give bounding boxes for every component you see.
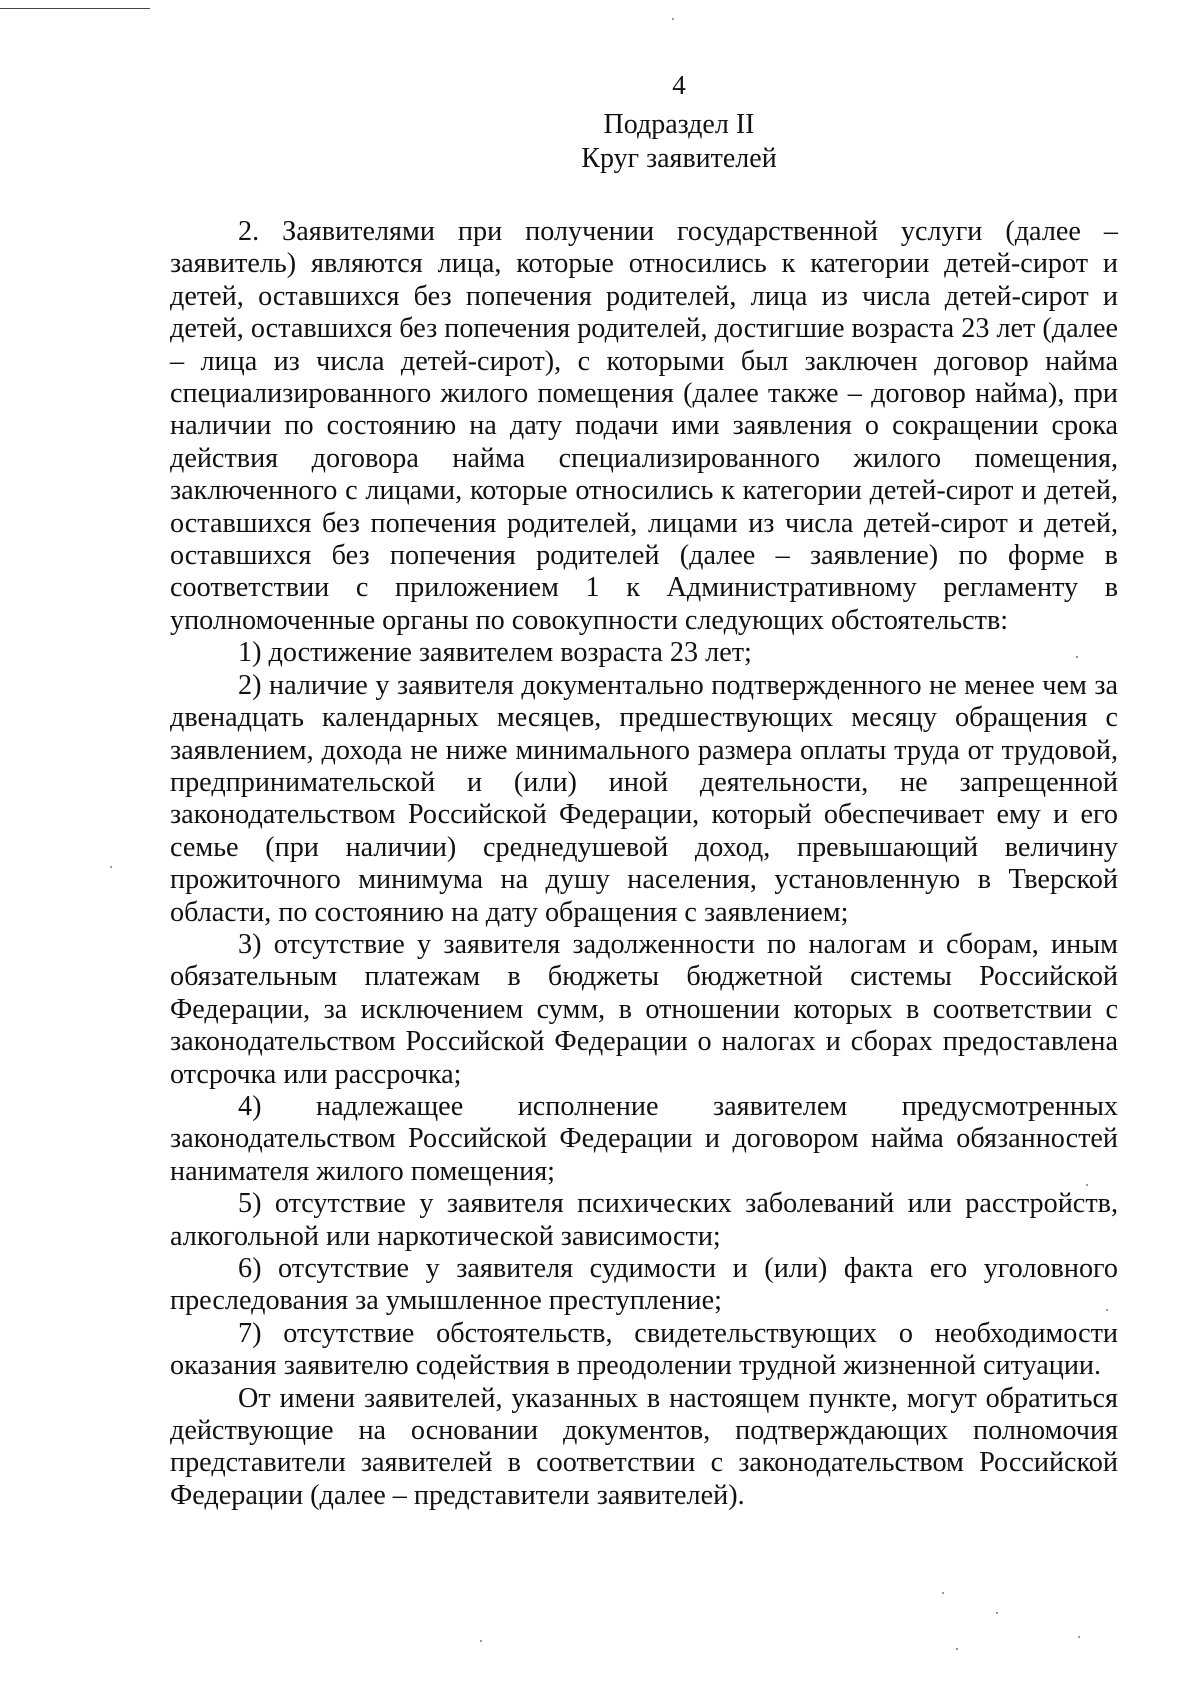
paragraph-applicants: 2. Заявителями при получении государственной услуги (далее – заявитель) являются лица, которые относились к категории детей-сирот и детей, оставшихся без попечения родителей, лица из числа детей-сирот и детей, оставшихся без попечения родителей, достигшие возраста 23 лет (далее – лица из числа детей-сирот), с которыми был заключен договор найма специализированного жилого помещения (далее также – договор найма), при наличии по состоянию на дату подачи ими заявления о сокращении срока действия договора найма специализированного жилого помещения, заключенного с лицами, которые относились к категории детей-сирот и детей, оставшихся без попечения родителей, лицами из числа детей-сирот и детей, оставшихся без попечения родителей (далее – заявление) по форме в соответствии с приложением 1 к Административному регламенту в уполномоченные органы по совокупности следующих обстоятельств: xyxy=(170,216,1118,636)
scan-speck xyxy=(480,1640,482,1642)
condition-item-7: 7) отсутствие обстоятельств, свидетельствующих о необходимости оказания заявителю содействия в преодолении трудной жизненной ситуации. xyxy=(170,1317,1118,1382)
paragraph-representatives: От имени заявителей, указанных в настоящем пункте, могут обратиться действующие на основании документов, подтверждающих полномочия представители заявителей в соответствии с законодательством Российской Федерации (далее – представители заявителей). xyxy=(170,1382,1118,1511)
condition-item-5: 5) отсутствие у заявителя психических заболеваний или расстройств, алкогольной или наркотической зависимости; xyxy=(170,1188,1118,1252)
heading-spacer xyxy=(170,176,1118,216)
scan-edge-line xyxy=(0,8,150,9)
scan-speck xyxy=(1076,656,1078,658)
scan-speck xyxy=(956,1648,958,1650)
scan-speck xyxy=(1078,1636,1080,1638)
document-page xyxy=(170,68,1118,1512)
scan-speck xyxy=(110,866,112,868)
scan-speck xyxy=(996,1612,998,1614)
subsection-subtitle: Круг заявителей xyxy=(581,143,777,174)
condition-item-2: 2) наличие у заявителя документально подтвержденного не менее чем за двенадцать календарных месяцев, предшествующих месяцу обращения с заявлением, дохода не ниже минимального размера оплаты труда от трудовой, предпринимательской и (или) иной деятельности, не запрещенной законодательством Российской Федерации, который обеспечивает ему и его семье (при наличии) среднедушевой доход, превышающий величину прожиточного минимума на душу населения, установленную в Тверской области, по состоянию на дату обращения с заявлением; xyxy=(170,669,1118,928)
scan-speck xyxy=(942,1592,944,1594)
subsection-title: Подраздел II xyxy=(603,109,755,140)
condition-item-1: 1) достижение заявителем возраста 23 лет; xyxy=(238,637,752,669)
scan-speck xyxy=(672,18,674,20)
condition-item-6: 6) отсутствие у заявителя судимости и (или) факта его уголовного преследования за умышленное преступление; xyxy=(170,1253,1118,1317)
condition-item-3: 3) отсутствие у заявителя задолженности по налогам и сборам, иным обязательным платежам в бюджеты бюджетной системы Российской Федерации, за исключением сумм, в отношении которых в соответствии с законодательством Российской Федерации о налогах и сборах предоставлена отсрочка или рассрочка; xyxy=(170,928,1118,1090)
scan-speck xyxy=(1106,1309,1108,1311)
page-number: 4 xyxy=(672,70,686,100)
scan-speck xyxy=(1086,1184,1088,1186)
condition-item-4: 4) надлежащее исполнение заявителем предусмотренных законодательством Российской Федерации и договором найма обязанностей нанимателя жилого помещения; xyxy=(170,1090,1118,1187)
